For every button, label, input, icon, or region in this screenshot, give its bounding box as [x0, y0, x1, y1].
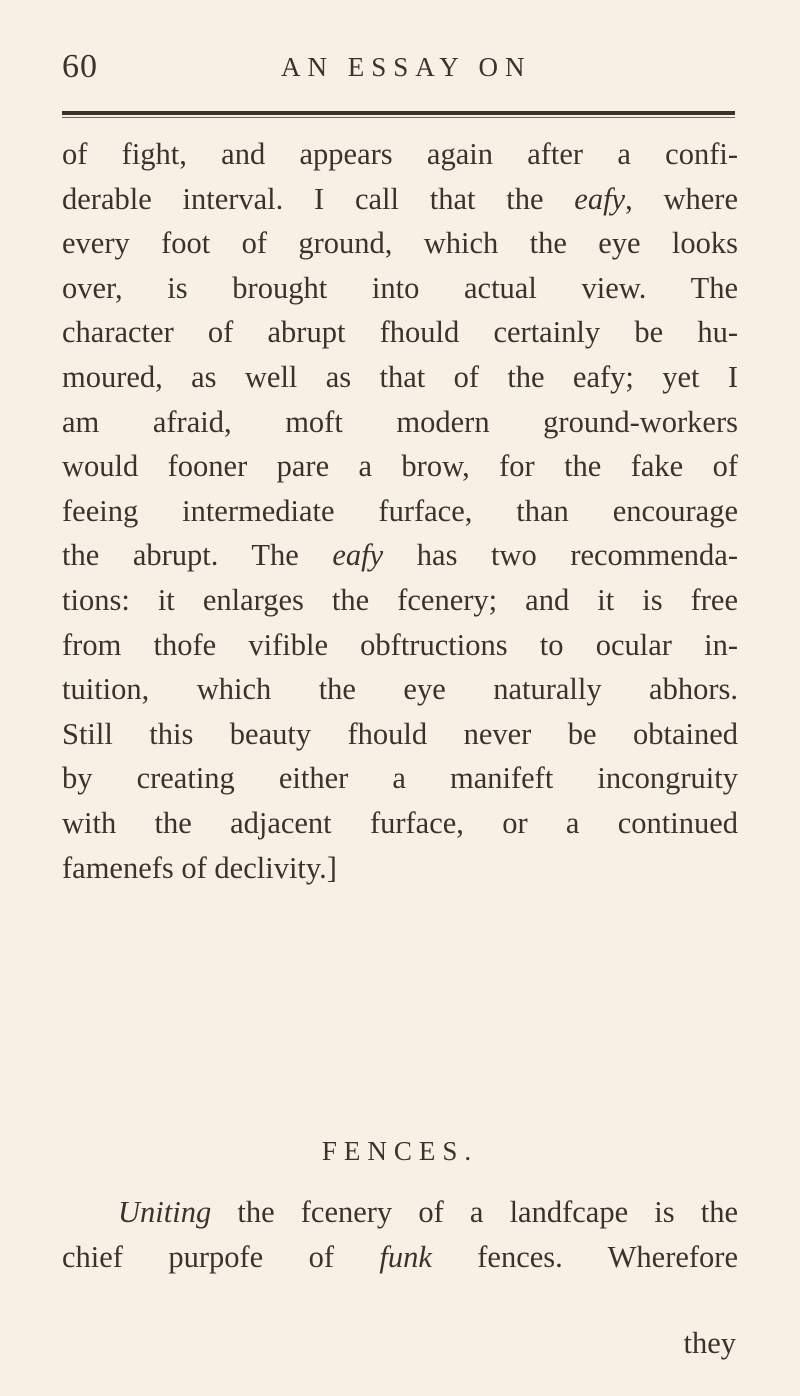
- body-line: from thofe vifible obftructions to ocular in-: [62, 627, 738, 662]
- body-line: with the adjacent furface, or a continued: [62, 805, 738, 840]
- body-paragraph: [62, 132, 738, 890]
- catchword: they: [683, 1326, 736, 1360]
- body-line: Still this beauty fhould never be obtained: [62, 716, 738, 751]
- body-line: Uniting the fcenery of a landfcape is the: [118, 1195, 738, 1229]
- body-line: tuition, which the eye naturally abhors.: [62, 672, 738, 707]
- body-line: derable interval. I call that the eafy, where: [62, 181, 738, 216]
- italic-word: eafy: [574, 181, 626, 216]
- italic-word: eafy: [332, 538, 384, 573]
- body-line: tions: it enlarges the fcenery; and it is free: [62, 582, 738, 617]
- section-paragraph: [62, 1190, 738, 1279]
- page-number: 60: [62, 48, 98, 85]
- body-line: of fight, and appears again after a confi-: [62, 137, 738, 171]
- body-line: every foot of ground, which the eye looks: [62, 226, 738, 261]
- body-line: character of abrupt fhould certainly be hu-: [62, 315, 738, 350]
- section-heading: FENCES.: [321, 1136, 479, 1166]
- body-line: am afraid, moft modern ground-workers: [62, 404, 738, 439]
- running-head: [62, 48, 734, 88]
- body-line: famenefs of declivity.]: [62, 850, 337, 885]
- body-line: over, is brought into actual view. The: [62, 270, 738, 305]
- body-line: moured, as well as that of the eafy; yet I: [62, 359, 738, 394]
- italic-word: funk: [379, 1239, 432, 1274]
- italic-word: Uniting: [118, 1195, 212, 1229]
- body-line: chief purpofe of funk fences. Wherefore: [62, 1239, 738, 1274]
- body-line: the abrupt. The eafy has two recommenda-: [62, 538, 738, 573]
- body-line: feeing intermediate furface, than encourage: [62, 493, 738, 528]
- running-title: AN ESSAY ON: [281, 52, 532, 82]
- header-rule-thin: [62, 117, 735, 118]
- body-line: by creating either a manifeft incongruity: [62, 761, 738, 796]
- header-rule: [62, 111, 735, 115]
- body-line: would fooner pare a brow, for the fake of: [62, 449, 738, 484]
